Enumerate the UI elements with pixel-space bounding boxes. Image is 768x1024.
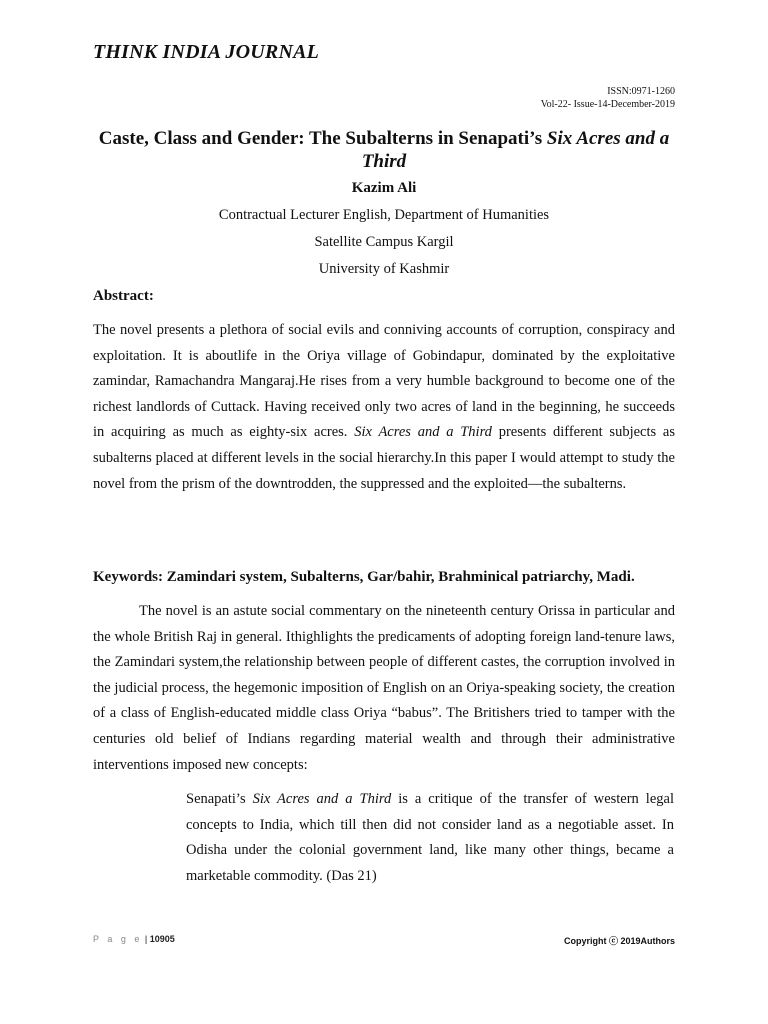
- page-label: P a g e: [93, 934, 143, 944]
- abstract-paragraph: [93, 318, 675, 497]
- issn-block: [541, 85, 675, 111]
- affiliation-line-2: Satellite Campus Kargil: [314, 234, 454, 250]
- title-italic: Six Acres and a Third: [361, 128, 670, 172]
- quote-italic: Six Acres and a Third: [252, 791, 392, 807]
- block-quote: [186, 787, 674, 889]
- quote-text-1: Senapati’s: [186, 791, 253, 807]
- keywords: Keywords: Zamindari system, Subalterns, Gar/bahir, Brahminical patriarchy, Madi.: [93, 569, 635, 585]
- title-main: Caste, Class and Gender: The Subalterns in Senapati’s: [98, 128, 547, 149]
- page-separator: |: [142, 934, 150, 944]
- page-number: 10905: [149, 934, 175, 944]
- issn-number: ISSN:0971-1260: [607, 86, 675, 97]
- author-name: Kazim Ali: [351, 180, 417, 196]
- page-footer: [93, 934, 175, 944]
- quote-text-2: is a critique of the transfer of western legal concepts to India, which till then did not consider land as a negotiable asset. In Odisha under the colonial government land, like many other things, became a marketable commodity. (Das 21): [186, 791, 674, 884]
- abstract-text-2: presents different subjects as subalterns placed at different levels in the social hierarchy.In this paper I would attempt to study the novel from the prism of the downtrodden, the suppressed and the exploited—the subalterns.: [93, 424, 675, 492]
- abstract-text-1: The novel presents a plethora of social evils and conniving accounts of corruption, conspiracy and exploitation. It is aboutlife in the Oriya village of Gobindapur, dominated by the exploitative zamindar, Ramachandra Mangaraj.He rises from a very humble background to become one of the richest landlords of Cuttack. Having received only two acres of land in the beginning, he succeeds in acquiring as much as eighty-six acres.: [93, 322, 675, 441]
- body-paragraph: The novel is an astute social commentary on the nineteenth century Orissa in particular and the whole British Raj in general. Ithighlights the predicaments of adopting foreign land-tenure laws, the Zamindari system,the relationship between people of different castes, the corruption involved in the judicial process, the hegemonic imposition of English on an Oriya-speaking society, the creation of a class of English-educated middle class Oriya “babus”. The Britishers tried to tamper with the centuries old belief of Indians regarding material wealth and through their administrative interventions imposed new concepts:: [93, 603, 675, 773]
- abstract-italic: Six Acres and a Third: [354, 424, 492, 441]
- affiliation-line-1: Contractual Lecturer English, Department of Humanities: [218, 207, 550, 223]
- volume-issue: Vol-22- Issue-14-December-2019: [540, 99, 675, 110]
- abstract-heading: Abstract:: [93, 288, 154, 304]
- copyright-notice: Copyright ⓒ 2019Authors: [563, 936, 675, 946]
- journal-title: THINK INDIA JOURNAL: [93, 41, 320, 63]
- article-title: [93, 127, 675, 173]
- affiliation-line-3: University of Kashmir: [318, 261, 450, 277]
